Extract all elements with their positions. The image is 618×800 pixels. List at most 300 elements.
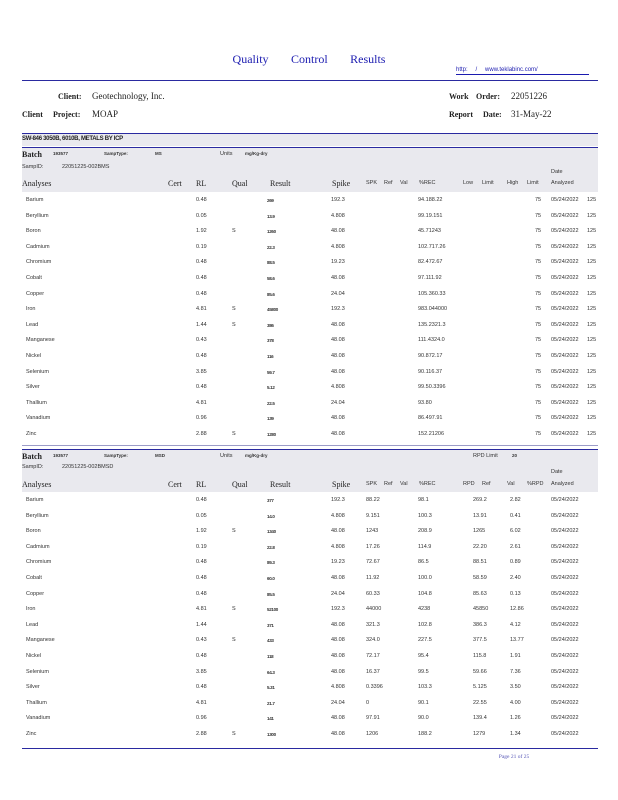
report-label: Report (449, 110, 473, 119)
cell-rec: 98.1 (418, 497, 429, 503)
cell-rec: 90.0 (418, 715, 429, 722)
table-row (22, 303, 598, 318)
cell-date: 05/24/2022 (551, 399, 579, 406)
cell-analyte: Silver (26, 684, 40, 691)
cell-rec: 188.2 (418, 731, 432, 737)
cell-spike: 48.08 (331, 275, 345, 281)
cell-rec: 227.5 (418, 637, 432, 644)
cell-result: 5.31 (267, 685, 275, 691)
cell-rec: 152.21206 (418, 431, 444, 437)
title-word-quality: Quality (232, 52, 269, 66)
cell-analyte: Cobalt (26, 575, 42, 581)
table-row (22, 366, 598, 381)
cell-rec: 94.188.22 (418, 197, 443, 203)
cell-date: 05/24/2022 (551, 699, 579, 706)
cell-rec: 99.19.151 (418, 212, 443, 219)
cell-spike: 4.808 (331, 212, 345, 219)
cell-spike: 24.04 (331, 290, 345, 297)
cell-high: 75 (535, 399, 542, 406)
cell-rec: 983.044000 (418, 306, 448, 313)
cell-spike: 19.23 (331, 259, 345, 266)
cell-date: 05/24/2022 (551, 543, 579, 550)
cell-rec: 90.116.37 (418, 368, 443, 375)
cell-high: 75 (535, 306, 542, 313)
section-2-col-c6: Ref (482, 481, 491, 487)
cell-date: 05/24/2022 (551, 228, 579, 235)
cell-result: 269 (267, 198, 274, 203)
table-row (22, 272, 598, 287)
cell-analyte: Vanadium (26, 415, 51, 422)
section-1-col-c3: Val (400, 180, 408, 186)
cell-rpdpct: 4.00 (510, 699, 521, 706)
cell-date: 05/24/2022 (551, 528, 579, 535)
cell-extra: 125 (587, 415, 597, 422)
section-1-batch-label: Batch (22, 150, 42, 159)
section-2-col-result: Result (270, 480, 291, 489)
table-row (22, 619, 598, 634)
cell-rl: 0.48 (196, 197, 207, 203)
cell-date: 05/24/2022 (551, 212, 579, 219)
cell-rec: 97.111.92 (418, 275, 442, 281)
table-row (22, 288, 598, 303)
cell-date: 05/24/2022 (551, 290, 579, 297)
table-row (22, 319, 598, 334)
cell-rpd: 59.66 (473, 668, 487, 675)
table-row (22, 428, 598, 443)
cell-date: 05/24/2022 (551, 512, 579, 519)
cell-high: 75 (535, 212, 542, 219)
cell-date: 05/24/2022 (551, 306, 579, 313)
cell-spike: 48.08 (331, 668, 345, 675)
section-1-sampid-value: 22051225-002BMS (62, 164, 110, 170)
table-row (22, 494, 598, 509)
cell-date: 05/24/2022 (551, 637, 579, 644)
cell-rec: 104.8 (418, 590, 432, 597)
cell-extra: 125 (587, 212, 597, 219)
cell-date: 05/24/2022 (551, 715, 579, 722)
section-2-units-value: mg/Kg-dry (245, 453, 268, 458)
cell-date: 05/24/2022 (551, 497, 579, 503)
section-2-col-date2: Analyzed (551, 481, 574, 487)
cell-rpd: 22.55 (473, 699, 487, 706)
cell-rl: 3.85 (196, 668, 207, 675)
cell-extra: 125 (587, 384, 597, 391)
cell-rec: 93.80 (418, 399, 432, 406)
cell-qual: S (232, 637, 236, 644)
cell-analyte: Copper (26, 590, 45, 597)
cell-result: 88.5 (267, 260, 275, 266)
date-label: Date: (483, 110, 502, 119)
cell-result: 60.0 (267, 576, 275, 581)
cell-result: 22.3 (267, 244, 275, 250)
cell-analyte: Boron (26, 528, 41, 535)
section-2-batch-value: 193577 (53, 453, 69, 458)
cell-analyte: Nickel (26, 353, 41, 359)
cell-ref: 16.37 (366, 668, 380, 675)
header-top-rule (22, 80, 598, 81)
cell-extra: 125 (587, 353, 597, 359)
cell-result: 141 (267, 716, 274, 722)
cell-rpdpct: 13.77 (510, 637, 524, 644)
page-number: Page 21 of 25 (498, 754, 530, 760)
cell-rpd: 115.8 (473, 653, 487, 659)
cell-rpdpct: 1.34 (510, 731, 521, 737)
cell-high: 75 (535, 353, 542, 359)
section-1-col-c2: Ref (384, 180, 393, 186)
cell-result: 371 (267, 622, 274, 628)
cell-rec: 95.4 (418, 653, 429, 659)
lab-website-link[interactable] (456, 67, 589, 75)
cell-analyte: Selenium (26, 668, 49, 675)
method-title: SW-846 3050B, 6010B, METALS BY ICP (22, 136, 123, 142)
cell-spike: 4.808 (331, 543, 345, 550)
cell-ref: 324.0 (366, 637, 380, 644)
section-2-col-c4: %REC (419, 481, 436, 487)
cell-date: 05/24/2022 (551, 606, 579, 613)
cell-rec: 103.3 (418, 684, 432, 691)
client-label: Client: (58, 92, 82, 101)
cell-analyte: Manganese (26, 637, 55, 644)
table-row (22, 194, 598, 209)
cell-rl: 0.48 (196, 559, 207, 566)
title-word-control: Control (290, 52, 328, 66)
cell-rec: 114.9 (418, 543, 432, 550)
cell-rec: 99.5 (418, 668, 429, 675)
cell-high: 75 (535, 431, 542, 437)
table-row (22, 603, 598, 618)
table-row (22, 412, 598, 427)
section-1-units-value: mg/Kg-dry (245, 151, 268, 156)
cell-rl: 4.81 (196, 606, 207, 613)
cell-rpd: 13.91 (473, 512, 487, 519)
cell-rpdpct: 0.41 (510, 512, 521, 519)
cell-date: 05/24/2022 (551, 197, 579, 203)
cell-result: 5.12 (267, 385, 275, 391)
cell-rpdpct: 1.26 (510, 715, 521, 722)
cell-date: 05/24/2022 (551, 653, 579, 659)
table-row (22, 666, 598, 681)
cell-date: 05/24/2022 (551, 590, 579, 597)
section-2-col-c5: RPD (463, 481, 475, 487)
cell-result: 52100 (267, 607, 279, 613)
cell-analyte: Cobalt (26, 275, 42, 281)
section-2-col-cert: Cert (168, 480, 182, 489)
section-2-samptype-label: SampType: (104, 453, 128, 458)
cell-analyte: Barium (26, 197, 44, 203)
cell-date: 05/24/2022 (551, 353, 579, 359)
cell-spike: 4.808 (331, 512, 345, 519)
cell-result: 1260 (267, 229, 276, 235)
cell-rpd: 22.20 (473, 543, 487, 550)
report-date-value: 31-May-22 (511, 109, 552, 119)
cell-result: 116 (267, 354, 274, 359)
table-row (22, 241, 598, 256)
table-row (22, 588, 598, 603)
cell-rl: 0.96 (196, 715, 207, 722)
cell-rl: 0.48 (196, 684, 207, 691)
cell-analyte: Selenium (26, 368, 49, 375)
section-1-col-cert: Cert (168, 179, 182, 188)
work-label: Work (449, 92, 469, 101)
cell-rec: 100.3 (418, 512, 432, 519)
cell-result: 433 (267, 638, 274, 644)
cell-spike: 24.04 (331, 590, 345, 597)
cell-rec: 208.9 (418, 528, 432, 535)
section-2-col-c7: Val (507, 481, 515, 487)
cell-extra: 125 (587, 368, 597, 375)
cell-spike: 192.3 (331, 306, 345, 313)
cell-spike: 48.08 (331, 431, 345, 437)
cell-spike: 192.3 (331, 606, 345, 613)
cell-ref: 9.151 (366, 512, 380, 519)
cell-rec: 90.872.17 (418, 353, 443, 359)
section-2-units-label: Units (220, 453, 233, 459)
cell-extra: 125 (587, 197, 597, 203)
cell-rpd: 1265 (473, 528, 486, 535)
section-2-col-qual: Qual (232, 480, 248, 489)
cell-spike: 192.3 (331, 497, 345, 503)
cell-rpd: 377.5 (473, 637, 487, 644)
section-2-col-rl: RL (196, 480, 207, 489)
section-2-rpd-limit-value: 20 (512, 453, 518, 458)
cell-rpdpct: 12.86 (510, 606, 524, 613)
cell-rl: 1.92 (196, 528, 207, 535)
work-order-value: 22051226 (511, 91, 547, 101)
cell-analyte: Iron (26, 306, 36, 313)
cell-rec: 45.71243 (418, 228, 441, 235)
cell-ref: 60.33 (366, 590, 380, 597)
table-row (22, 712, 598, 727)
table-row (22, 650, 598, 665)
cell-result: 378 (267, 338, 274, 344)
cell-ref: 44000 (366, 606, 382, 613)
cell-analyte: Silver (26, 384, 40, 391)
section-1-units-label: Units (220, 151, 233, 157)
cell-ref: 0.3396 (366, 684, 383, 691)
cell-analyte: Beryllium (26, 512, 49, 519)
cell-spike: 48.08 (331, 575, 345, 581)
cell-rl: 0.48 (196, 353, 207, 359)
section-divider (22, 445, 598, 446)
cell-date: 05/24/2022 (551, 668, 579, 675)
client-value: Geotechnology, Inc. (92, 91, 165, 101)
cell-rec: 102.717.26 (418, 243, 446, 250)
cell-analyte: Manganese (26, 337, 55, 344)
cell-date: 05/24/2022 (551, 684, 579, 691)
cell-spike: 48.08 (331, 528, 345, 535)
page-title (0, 50, 618, 68)
cell-analyte: Zinc (26, 731, 37, 737)
table-row (22, 697, 598, 712)
cell-result: 139 (267, 416, 274, 422)
cell-spike: 48.08 (331, 731, 345, 737)
cell-qual: S (232, 528, 236, 535)
cell-date: 05/24/2022 (551, 431, 579, 437)
cell-rpdpct: 6.02 (510, 528, 521, 535)
weblink-part-3: www.teklabinc.com/ (485, 67, 538, 73)
cell-high: 75 (535, 275, 542, 281)
cell-spike: 24.04 (331, 399, 345, 406)
cell-rl: 0.43 (196, 337, 207, 344)
table-row (22, 572, 598, 587)
cell-ref: 11.92 (366, 575, 380, 581)
cell-spike: 4.808 (331, 243, 345, 250)
cell-ref: 17.26 (366, 543, 380, 550)
section-1-sampid-label: SampID: (22, 164, 44, 170)
cell-analyte: Cadmium (26, 543, 50, 550)
cell-rl: 0.48 (196, 384, 207, 391)
section-1-samptype-label: SampType: (104, 151, 128, 156)
cell-spike: 48.08 (331, 321, 345, 328)
cell-rec: 86.497.91 (418, 415, 443, 422)
cell-rpd: 269.2 (473, 497, 487, 503)
section-1-col-c5: Low (463, 180, 474, 186)
table-row (22, 350, 598, 365)
cell-rec: 99.50.3396 (418, 384, 446, 391)
cell-rpdpct: 0.89 (510, 559, 521, 566)
cell-high: 75 (535, 228, 542, 235)
cell-analyte: Vanadium (26, 715, 51, 722)
section-1-col-date2: Analyzed (551, 180, 574, 186)
cell-rl: 2.88 (196, 731, 207, 737)
section-2-sampid-label: SampID: (22, 464, 44, 470)
cell-extra: 125 (587, 306, 597, 313)
cell-result: 85.6 (267, 291, 275, 297)
cell-spike: 24.04 (331, 699, 345, 706)
cell-date: 05/24/2022 (551, 368, 579, 375)
cell-analyte: Lead (26, 321, 39, 328)
cell-analyte: Copper (26, 290, 45, 297)
cell-rl: 2.88 (196, 431, 207, 437)
cell-rl: 4.81 (196, 699, 207, 706)
cell-ref: 72.67 (366, 559, 380, 566)
cell-date: 05/24/2022 (551, 337, 579, 344)
cell-rec: 135.2321.3 (418, 321, 446, 328)
cell-ref: 0 (366, 699, 370, 706)
cell-rl: 4.81 (196, 399, 207, 406)
cell-analyte: Iron (26, 606, 36, 613)
cell-qual: S (232, 306, 236, 313)
cell-result: 64.3 (267, 669, 275, 675)
footer-rule (22, 748, 598, 749)
section-2-col-spike: Spike (332, 480, 351, 489)
cell-ref: 321.3 (366, 621, 380, 628)
cell-rec: 105.360.33 (418, 290, 446, 297)
cell-spike: 4.808 (331, 384, 345, 391)
cell-rpdpct: 0.13 (510, 590, 521, 597)
section-2-col-c3: Val (400, 481, 408, 487)
table-row (22, 256, 598, 271)
cell-high: 75 (535, 368, 542, 375)
table-row (22, 510, 598, 525)
cell-rpd: 139.4 (473, 715, 487, 722)
section-1-col-c1: SPK (366, 180, 378, 186)
cell-rl: 0.48 (196, 290, 207, 297)
cell-date: 05/24/2022 (551, 275, 579, 281)
section-2-col-analyses: Analyses (22, 480, 52, 489)
cell-ref: 97.91 (366, 715, 380, 722)
cell-rpd: 45850 (473, 606, 489, 613)
cell-date: 05/24/2022 (551, 259, 579, 266)
cell-analyte: Chromium (26, 559, 52, 566)
cell-ref: 1243 (366, 528, 379, 535)
cell-rl: 0.48 (196, 275, 207, 281)
cell-high: 75 (535, 259, 542, 266)
cell-rl: 0.48 (196, 575, 207, 581)
table-row (22, 681, 598, 696)
cell-spike: 48.08 (331, 653, 345, 659)
cell-result: 89.3 (267, 560, 275, 566)
cell-rl: 0.05 (196, 512, 207, 519)
cell-date: 05/24/2022 (551, 243, 579, 250)
table-row (22, 225, 598, 240)
cell-result: 85.5 (267, 591, 275, 597)
cell-result: 59.7 (267, 369, 275, 375)
cell-rl: 3.85 (196, 368, 207, 375)
cell-rpd: 58.59 (473, 575, 487, 581)
cell-result: 21.7 (267, 700, 275, 706)
section-1-col-rl: RL (196, 179, 207, 188)
method-bar (22, 133, 598, 146)
cell-spike: 19.23 (331, 559, 345, 566)
cell-rl: 1.44 (196, 621, 207, 628)
cell-spike: 48.08 (331, 715, 345, 722)
cell-date: 05/24/2022 (551, 415, 579, 422)
table-row (22, 525, 598, 540)
project-value: MOAP (92, 109, 119, 119)
cell-spike: 48.08 (331, 337, 345, 344)
cell-analyte: Zinc (26, 431, 37, 437)
cell-rl: 0.19 (196, 243, 207, 250)
title-word-results: Results (350, 52, 386, 66)
cell-rpdpct: 2.61 (510, 543, 521, 550)
cell-result: 13.9 (267, 213, 275, 219)
cell-high: 75 (535, 243, 542, 250)
section-1-col-qual: Qual (232, 179, 248, 188)
cell-result: 22.8 (267, 544, 275, 550)
cell-analyte: Chromium (26, 259, 52, 266)
section-2-samptype-value: MSD (155, 453, 165, 458)
cell-analyte: Nickel (26, 653, 41, 659)
section-2-date-header: Date (551, 469, 563, 475)
cell-result: 1280 (267, 432, 276, 437)
cell-result: 45800 (267, 307, 279, 313)
section-2-batch-label: Batch (22, 452, 42, 461)
cell-spike: 4.808 (331, 684, 345, 691)
cell-result: 377 (267, 498, 274, 503)
cell-rec: 90.1 (418, 699, 429, 706)
section-2-col-c8: %RPD (527, 481, 544, 487)
cell-rpdpct: 7.36 (510, 668, 521, 675)
cell-qual: S (232, 228, 236, 235)
cell-result: 22.5 (267, 400, 275, 406)
cell-rec: 111.4324.0 (418, 337, 445, 344)
cell-extra: 125 (587, 259, 597, 266)
table-row (22, 381, 598, 396)
cell-qual: S (232, 731, 236, 737)
cell-extra: 125 (587, 228, 597, 235)
section-1-batch-value: 193577 (53, 151, 69, 156)
cell-date: 05/24/2022 (551, 384, 579, 391)
section-1-col-c8: Limit (527, 180, 539, 186)
cell-rpdpct: 2.40 (510, 575, 521, 581)
section-1-samptype-value: MS (155, 151, 162, 156)
cell-extra: 125 (587, 243, 597, 250)
cell-spike: 48.08 (331, 368, 345, 375)
cell-result: 14.0 (267, 513, 275, 519)
cell-rl: 0.48 (196, 259, 207, 266)
cell-rl: 0.48 (196, 590, 207, 597)
